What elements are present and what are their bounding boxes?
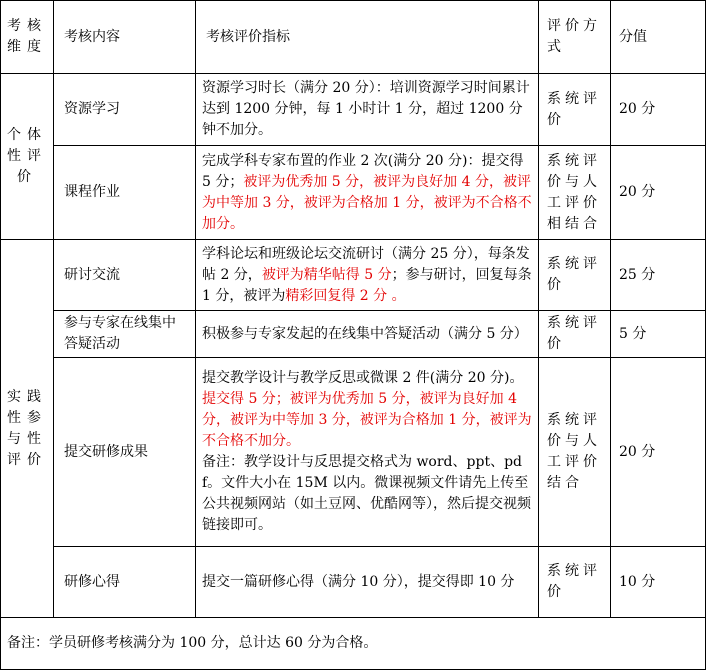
row-indicator: 提交一篇研修心得（满分 10 分），提交得即 10 分: [196, 547, 539, 618]
header-row: [1, 1, 706, 74]
row-content: 课程作业: [54, 146, 196, 240]
table-row: [1, 358, 706, 547]
row-content: 参与专家在线集中答疑活动: [54, 311, 196, 358]
indicator-red-text: 被评为优秀加 5 分，被评为良好加 4 分，被评为中等加 3 分，被评为合格加 1 分，被评为不合格不加分。: [202, 173, 532, 232]
row-indicator: 资源学习时长（满分 20 分）：培训资源学习时间累计达到 1200 分钟，每 1 小时计 1 分，超过 1200 分钟不加分。: [196, 74, 539, 146]
indicator-text: 学科论坛和班级论坛交流研讨（满分 25 分），每条发帖 2 分，: [202, 245, 530, 283]
footnote-row: [1, 618, 706, 670]
row-method: 系统评价: [539, 74, 611, 146]
row-method: 系统评价与人工评价结合: [539, 358, 611, 547]
table-row: [1, 146, 706, 240]
indicator-red-text: 提交得 5 分；被评为优秀加 5 分，被评为良好加 4 分，被评为中等加 3 分，被评为合格加 1 分，被评为不合格不加分。: [202, 391, 532, 449]
indicator-red-text: 精彩回复得 2 分 。: [285, 287, 406, 304]
row-score: 5 分: [611, 311, 706, 358]
indicator-text: 完成学科专家布置的作业 2 次(满分 20 分)：提交得 5 分；: [202, 152, 524, 190]
footnote: 备注：学员研修考核满分为 100 分，总计达 60 分为合格。: [1, 618, 706, 670]
group-label: 个体性评价: [1, 74, 54, 240]
header-method: 评价方式: [539, 1, 611, 74]
row-indicator: [196, 146, 539, 240]
table-row: [1, 74, 706, 146]
row-content: 研修心得: [54, 547, 196, 618]
row-method: 系统评价: [539, 547, 611, 618]
row-method: 系统评价: [539, 311, 611, 358]
row-content: 研讨交流: [54, 240, 196, 311]
indicator-red-text: 被评为精华帖得 5 分: [261, 266, 392, 283]
row-score: 20 分: [611, 358, 706, 547]
indicator-note: 备注：教学设计与反思提交格式为 word、ppt、pdf。文件大小在 15M 以内。微课视频文件请先上传至公共视频网站（如土豆网、优酷网等），然后提交视频链接即可。: [202, 454, 531, 533]
row-content: 提交研修成果: [54, 358, 196, 547]
row-score: 10 分: [611, 547, 706, 618]
row-method: 系统评价: [539, 240, 611, 311]
group-label: 实践性参与性评价: [1, 240, 54, 618]
row-indicator: 积极参与专家发起的在线集中答疑活动（满分 5 分）: [196, 311, 539, 358]
indicator-text: 提交教学设计与教学反思或微课 2 件(满分 20 分)。: [202, 370, 524, 386]
row-method: 系统评价与人工评价相结合: [539, 146, 611, 240]
row-score: 20 分: [611, 74, 706, 146]
indicator-text: ；参与研讨，回复每条 1 分，被评为: [202, 266, 532, 304]
row-indicator: [196, 358, 539, 547]
header-score: 分值: [611, 1, 706, 74]
row-indicator: [196, 240, 539, 311]
table-row: [1, 311, 706, 358]
header-indicator: 考核评价指标: [196, 1, 539, 74]
row-score: 20 分: [611, 146, 706, 240]
row-score: 25 分: [611, 240, 706, 311]
header-dimension: 考核维度: [1, 1, 54, 74]
header-content: 考核内容: [54, 1, 196, 74]
table-row: [1, 547, 706, 618]
table-row: [1, 240, 706, 311]
row-content: 资源学习: [54, 74, 196, 146]
